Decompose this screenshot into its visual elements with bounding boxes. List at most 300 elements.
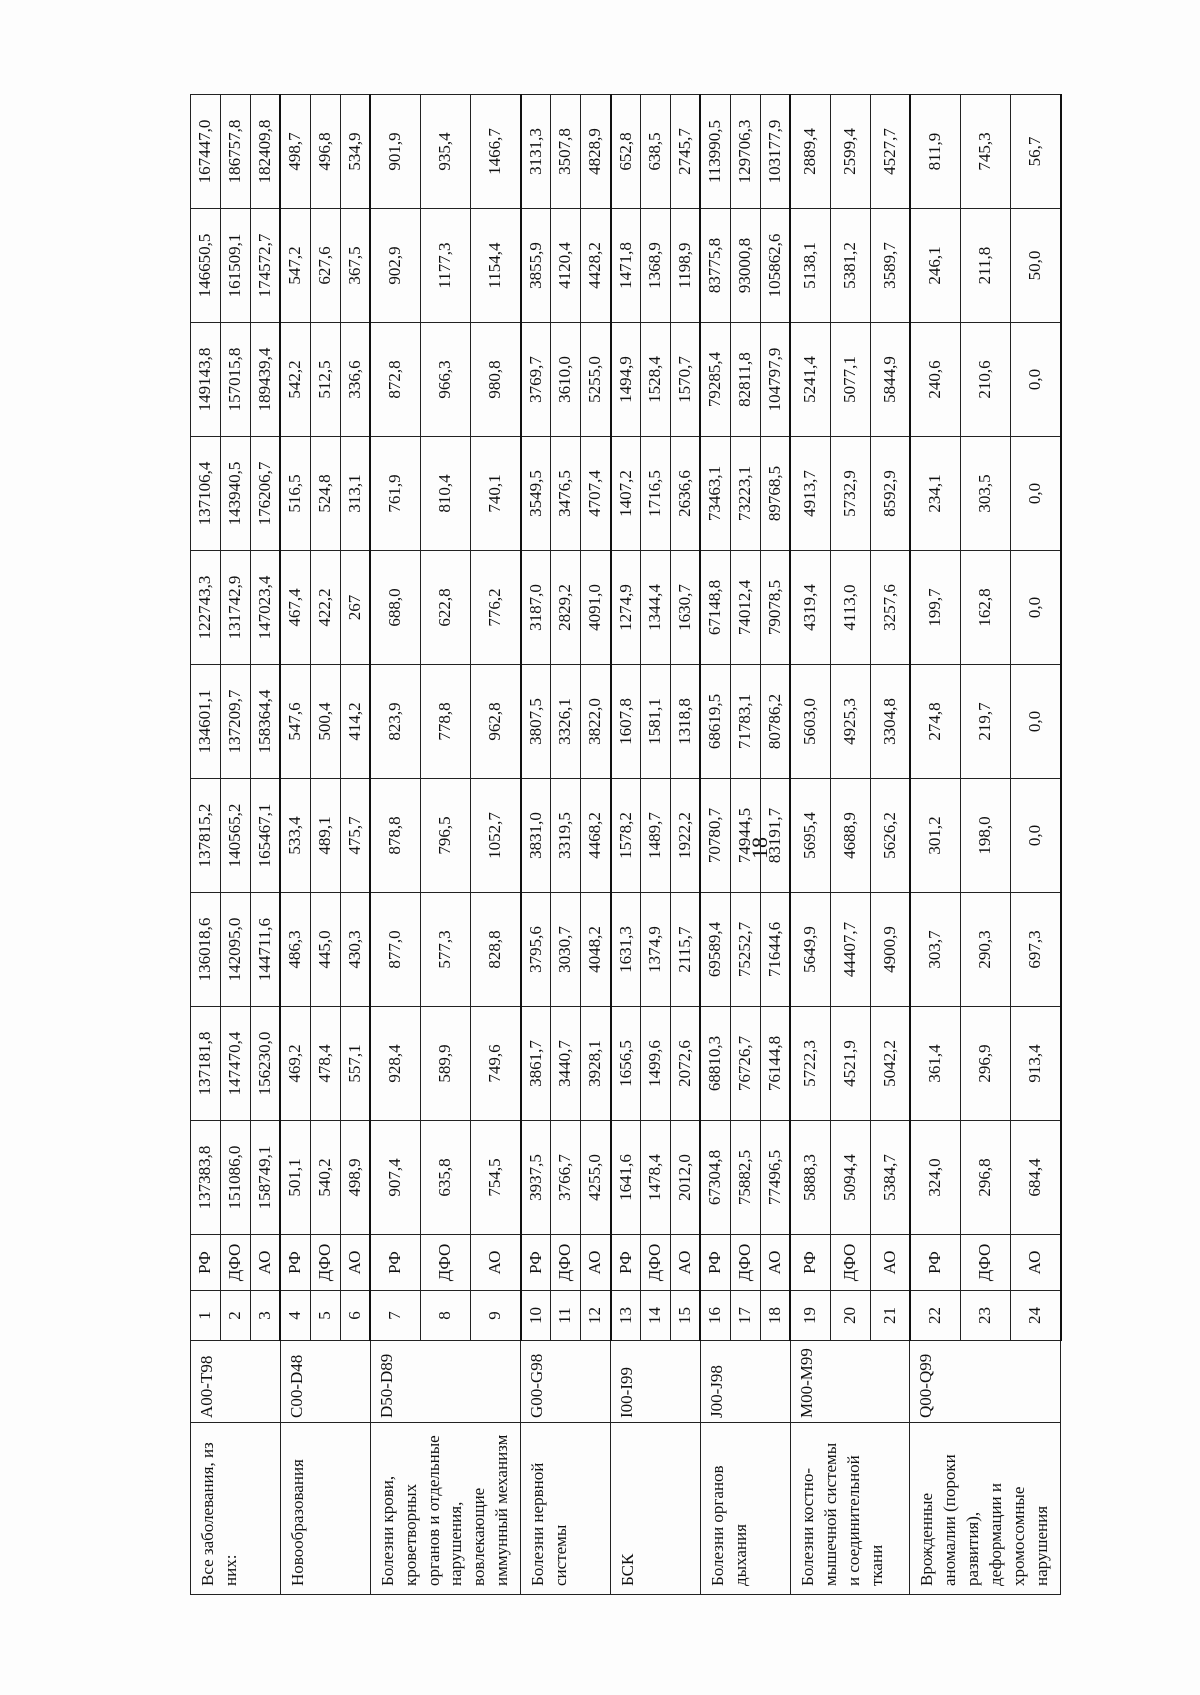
value-cell: 129706,3: [730, 95, 760, 209]
value-cell: 105862,6: [760, 209, 790, 323]
value-cell: 486,3: [280, 893, 310, 1007]
value-cell: 79285,4: [700, 323, 730, 437]
value-cell: 3855,9: [521, 209, 551, 323]
value-cell: 5077,1: [830, 323, 870, 437]
value-cell: 71783,1: [730, 665, 760, 779]
value-cell: 134601,1: [191, 665, 221, 779]
value-cell: 68810,3: [700, 1007, 730, 1121]
region-cell: АО: [250, 1235, 280, 1291]
value-cell: 44407,7: [830, 893, 870, 1007]
value-cell: 475,7: [340, 779, 370, 893]
value-cell: 2115,7: [670, 893, 700, 1007]
value-cell: 142095,0: [220, 893, 250, 1007]
value-cell: 1407,2: [611, 437, 641, 551]
region-cell: ДФО: [730, 1235, 760, 1291]
value-cell: 1177,3: [420, 209, 470, 323]
value-cell: 534,9: [340, 95, 370, 209]
value-cell: 4091,0: [581, 551, 611, 665]
value-cell: 158364,4: [250, 665, 280, 779]
value-cell: 1494,9: [611, 323, 641, 437]
value-cell: 5722,3: [790, 1007, 830, 1121]
value-cell: 151086,0: [220, 1121, 250, 1235]
value-cell: 161509,1: [220, 209, 250, 323]
table-row: [370, 95, 420, 1595]
value-cell: 131742,9: [220, 551, 250, 665]
value-cell: 5381,2: [830, 209, 870, 323]
value-cell: 872,8: [370, 323, 420, 437]
region-cell: АО: [670, 1235, 700, 1291]
value-cell: 5603,0: [790, 665, 830, 779]
value-cell: 1716,5: [641, 437, 671, 551]
value-cell: 74944,5: [730, 779, 760, 893]
disease-group: [370, 95, 521, 1595]
value-cell: 77496,5: [760, 1121, 790, 1235]
disease-group: [191, 95, 281, 1595]
value-cell: 1466,7: [471, 95, 521, 209]
value-cell: 1471,8: [611, 209, 641, 323]
disease-name-cell: Болезни органов дыхания: [700, 1423, 790, 1595]
value-cell: 67148,8: [700, 551, 730, 665]
value-cell: 1631,3: [611, 893, 641, 1007]
value-cell: 3304,8: [870, 665, 910, 779]
row-number-cell: 16: [700, 1291, 730, 1341]
value-cell: 1630,7: [670, 551, 700, 665]
region-cell: ДФО: [830, 1235, 870, 1291]
value-cell: 0,0: [1010, 323, 1060, 437]
value-cell: 500,4: [310, 665, 340, 779]
value-cell: 75252,7: [730, 893, 760, 1007]
value-cell: 211,8: [960, 209, 1010, 323]
value-cell: 778,8: [420, 665, 470, 779]
value-cell: 1198,9: [670, 209, 700, 323]
region-cell: ДФО: [551, 1235, 581, 1291]
value-cell: 901,9: [370, 95, 420, 209]
value-cell: 907,4: [370, 1121, 420, 1235]
region-cell: РФ: [191, 1235, 221, 1291]
value-cell: 745,3: [960, 95, 1010, 209]
row-number-cell: 1: [191, 1291, 221, 1341]
icd-code-cell: C00-D48: [280, 1341, 370, 1423]
value-cell: 267: [340, 551, 370, 665]
value-cell: 498,7: [280, 95, 310, 209]
value-cell: 80786,2: [760, 665, 790, 779]
table-row: [700, 95, 730, 1595]
value-cell: 4521,9: [830, 1007, 870, 1121]
value-cell: 902,9: [370, 209, 420, 323]
table-row: [790, 95, 830, 1595]
region-cell: ДФО: [960, 1235, 1010, 1291]
value-cell: 1318,8: [670, 665, 700, 779]
value-cell: 2829,2: [551, 551, 581, 665]
disease-group: [611, 95, 701, 1595]
value-cell: 422,2: [310, 551, 340, 665]
value-cell: 1154,4: [471, 209, 521, 323]
value-cell: 547,6: [280, 665, 310, 779]
value-cell: 174572,7: [250, 209, 280, 323]
value-cell: 688,0: [370, 551, 420, 665]
region-cell: РФ: [370, 1235, 420, 1291]
region-cell: АО: [760, 1235, 790, 1291]
row-number-cell: 3: [250, 1291, 280, 1341]
value-cell: 810,4: [420, 437, 470, 551]
value-cell: 186757,8: [220, 95, 250, 209]
region-cell: ДФО: [310, 1235, 340, 1291]
region-cell: АО: [340, 1235, 370, 1291]
row-number-cell: 13: [611, 1291, 641, 1341]
value-cell: 3131,3: [521, 95, 551, 209]
value-cell: 0,0: [1010, 437, 1060, 551]
value-cell: 445,0: [310, 893, 340, 1007]
value-cell: 104797,9: [760, 323, 790, 437]
value-cell: 489,1: [310, 779, 340, 893]
value-cell: 828,8: [471, 893, 521, 1007]
disease-group: [280, 95, 370, 1595]
value-cell: 4319,4: [790, 551, 830, 665]
value-cell: 5732,9: [830, 437, 870, 551]
value-cell: 589,9: [420, 1007, 470, 1121]
value-cell: 5626,2: [870, 779, 910, 893]
statistics-table: [190, 94, 1062, 1595]
disease-group: [790, 95, 910, 1595]
rotated-table-container: [190, 95, 1060, 1595]
row-number-cell: 15: [670, 1291, 700, 1341]
value-cell: 1374,9: [641, 893, 671, 1007]
row-number-cell: 18: [760, 1291, 790, 1341]
disease-name-cell: БСК: [611, 1423, 701, 1595]
value-cell: 198,0: [960, 779, 1010, 893]
row-number-cell: 5: [310, 1291, 340, 1341]
value-cell: 524,8: [310, 437, 340, 551]
value-cell: 313,1: [340, 437, 370, 551]
disease-group: [910, 95, 1061, 1595]
value-cell: 2072,6: [670, 1007, 700, 1121]
value-cell: 4913,7: [790, 437, 830, 551]
value-cell: 638,5: [641, 95, 671, 209]
value-cell: 414,2: [340, 665, 370, 779]
value-cell: 4048,2: [581, 893, 611, 1007]
value-cell: 56,7: [1010, 95, 1060, 209]
value-cell: 540,2: [310, 1121, 340, 1235]
icd-code-cell: I00-I99: [611, 1341, 701, 1423]
value-cell: 165467,1: [250, 779, 280, 893]
table-row: [910, 95, 960, 1595]
value-cell: 749,6: [471, 1007, 521, 1121]
region-cell: ДФО: [220, 1235, 250, 1291]
row-number-cell: 9: [471, 1291, 521, 1341]
table-row: [191, 95, 221, 1595]
row-number-cell: 14: [641, 1291, 671, 1341]
value-cell: 122743,3: [191, 551, 221, 665]
value-cell: 167447,0: [191, 95, 221, 209]
value-cell: 980,8: [471, 323, 521, 437]
value-cell: 635,8: [420, 1121, 470, 1235]
value-cell: 684,4: [1010, 1121, 1060, 1235]
table-row: [611, 95, 641, 1595]
region-cell: РФ: [910, 1235, 960, 1291]
value-cell: 73223,1: [730, 437, 760, 551]
value-cell: 68619,5: [700, 665, 730, 779]
value-cell: 82811,8: [730, 323, 760, 437]
region-cell: АО: [870, 1235, 910, 1291]
value-cell: 157015,8: [220, 323, 250, 437]
value-cell: 140565,2: [220, 779, 250, 893]
value-cell: 5138,1: [790, 209, 830, 323]
value-cell: 4707,4: [581, 437, 611, 551]
value-cell: 557,1: [340, 1007, 370, 1121]
value-cell: 2636,6: [670, 437, 700, 551]
value-cell: 1274,9: [611, 551, 641, 665]
disease-name-cell: Болезни крови, кроветворных органов и отдельные нарушения, вовлекающие иммунный механизм: [370, 1423, 521, 1595]
value-cell: 962,8: [471, 665, 521, 779]
value-cell: 512,5: [310, 323, 340, 437]
row-number-cell: 22: [910, 1291, 960, 1341]
value-cell: 246,1: [910, 209, 960, 323]
value-cell: 301,2: [910, 779, 960, 893]
value-cell: 199,7: [910, 551, 960, 665]
value-cell: 1578,2: [611, 779, 641, 893]
value-cell: 137209,7: [220, 665, 250, 779]
value-cell: 5255,0: [581, 323, 611, 437]
value-cell: 4255,0: [581, 1121, 611, 1235]
row-number-cell: 12: [581, 1291, 611, 1341]
region-cell: АО: [471, 1235, 521, 1291]
icd-code-cell: J00-J98: [700, 1341, 790, 1423]
value-cell: 219,7: [960, 665, 1010, 779]
disease-name-cell: Все заболевания, из них:: [191, 1423, 281, 1595]
value-cell: 234,1: [910, 437, 960, 551]
value-cell: 1478,4: [641, 1121, 671, 1235]
value-cell: 76144,8: [760, 1007, 790, 1121]
region-cell: АО: [581, 1235, 611, 1291]
value-cell: 542,2: [280, 323, 310, 437]
disease-name-cell: Врожденные аномалии (пороки развития), деформации и хромосомные нарушения: [910, 1423, 1061, 1595]
value-cell: 4900,9: [870, 893, 910, 1007]
value-cell: 478,4: [310, 1007, 340, 1121]
value-cell: 93000,8: [730, 209, 760, 323]
value-cell: 935,4: [420, 95, 470, 209]
value-cell: 811,9: [910, 95, 960, 209]
value-cell: 928,4: [370, 1007, 420, 1121]
value-cell: 796,5: [420, 779, 470, 893]
value-cell: 516,5: [280, 437, 310, 551]
value-cell: 136018,6: [191, 893, 221, 1007]
value-cell: 5094,4: [830, 1121, 870, 1235]
value-cell: 74012,4: [730, 551, 760, 665]
row-number-cell: 8: [420, 1291, 470, 1341]
disease-name-cell: Новообразования: [280, 1423, 370, 1595]
region-cell: РФ: [521, 1235, 551, 1291]
value-cell: 89768,5: [760, 437, 790, 551]
row-number-cell: 23: [960, 1291, 1010, 1341]
value-cell: 0,0: [1010, 665, 1060, 779]
value-cell: 877,0: [370, 893, 420, 1007]
value-cell: 1656,5: [611, 1007, 641, 1121]
value-cell: 113990,5: [700, 95, 730, 209]
region-cell: РФ: [790, 1235, 830, 1291]
region-cell: ДФО: [420, 1235, 470, 1291]
page-number: 18: [747, 837, 772, 859]
value-cell: 210,6: [960, 323, 1010, 437]
value-cell: 469,2: [280, 1007, 310, 1121]
region-cell: РФ: [700, 1235, 730, 1291]
value-cell: 4688,9: [830, 779, 870, 893]
value-cell: 1344,4: [641, 551, 671, 665]
value-cell: 3476,5: [551, 437, 581, 551]
icd-code-cell: D50-D89: [370, 1341, 521, 1423]
value-cell: 3440,7: [551, 1007, 581, 1121]
value-cell: 577,3: [420, 893, 470, 1007]
value-cell: 5649,9: [790, 893, 830, 1007]
value-cell: 146650,5: [191, 209, 221, 323]
disease-name-cell: Болезни костно-мышечной системы и соединительной ткани: [790, 1423, 910, 1595]
value-cell: 137106,4: [191, 437, 221, 551]
row-number-cell: 21: [870, 1291, 910, 1341]
value-cell: 336,6: [340, 323, 370, 437]
value-cell: 149143,8: [191, 323, 221, 437]
value-cell: 137181,8: [191, 1007, 221, 1121]
value-cell: 878,8: [370, 779, 420, 893]
value-cell: 1489,7: [641, 779, 671, 893]
value-cell: 627,6: [310, 209, 340, 323]
value-cell: 5241,4: [790, 323, 830, 437]
value-cell: 533,4: [280, 779, 310, 893]
value-cell: 303,7: [910, 893, 960, 1007]
value-cell: 367,5: [340, 209, 370, 323]
value-cell: 0,0: [1010, 551, 1060, 665]
value-cell: 4828,9: [581, 95, 611, 209]
value-cell: 740,1: [471, 437, 521, 551]
value-cell: 1499,6: [641, 1007, 671, 1121]
value-cell: 290,3: [960, 893, 1010, 1007]
value-cell: 5042,2: [870, 1007, 910, 1121]
value-cell: 189439,4: [250, 323, 280, 437]
value-cell: 147023,4: [250, 551, 280, 665]
value-cell: 776,2: [471, 551, 521, 665]
icd-code-cell: A00-T98: [191, 1341, 281, 1423]
value-cell: 137383,8: [191, 1121, 221, 1235]
value-cell: 5695,4: [790, 779, 830, 893]
value-cell: 622,8: [420, 551, 470, 665]
value-cell: 3831,0: [521, 779, 551, 893]
value-cell: 182409,8: [250, 95, 280, 209]
table-row: [521, 95, 551, 1595]
row-number-cell: 24: [1010, 1291, 1060, 1341]
value-cell: 76726,7: [730, 1007, 760, 1121]
value-cell: 1581,1: [641, 665, 671, 779]
value-cell: 3928,1: [581, 1007, 611, 1121]
value-cell: 144711,6: [250, 893, 280, 1007]
value-cell: 4428,2: [581, 209, 611, 323]
value-cell: 75882,5: [730, 1121, 760, 1235]
value-cell: 4527,7: [870, 95, 910, 209]
value-cell: 4468,2: [581, 779, 611, 893]
value-cell: 79078,5: [760, 551, 790, 665]
value-cell: 143940,5: [220, 437, 250, 551]
value-cell: 303,5: [960, 437, 1010, 551]
value-cell: 83191,7: [760, 779, 790, 893]
table-row: [280, 95, 310, 1595]
value-cell: 3030,7: [551, 893, 581, 1007]
value-cell: 147470,4: [220, 1007, 250, 1121]
value-cell: 1922,2: [670, 779, 700, 893]
value-cell: 496,8: [310, 95, 340, 209]
value-cell: 5844,9: [870, 323, 910, 437]
value-cell: 176206,7: [250, 437, 280, 551]
value-cell: 2889,4: [790, 95, 830, 209]
value-cell: 158749,1: [250, 1121, 280, 1235]
value-cell: 2012,0: [670, 1121, 700, 1235]
value-cell: 3187,0: [521, 551, 551, 665]
value-cell: 3795,6: [521, 893, 551, 1007]
value-cell: 1641,6: [611, 1121, 641, 1235]
row-number-cell: 2: [220, 1291, 250, 1341]
value-cell: 3589,7: [870, 209, 910, 323]
value-cell: 137815,2: [191, 779, 221, 893]
value-cell: 1570,7: [670, 323, 700, 437]
value-cell: 3507,8: [551, 95, 581, 209]
value-cell: 3610,0: [551, 323, 581, 437]
value-cell: 3766,7: [551, 1121, 581, 1235]
value-cell: 2599,4: [830, 95, 870, 209]
value-cell: 4113,0: [830, 551, 870, 665]
row-number-cell: 17: [730, 1291, 760, 1341]
value-cell: 5384,7: [870, 1121, 910, 1235]
value-cell: 1052,7: [471, 779, 521, 893]
value-cell: 966,3: [420, 323, 470, 437]
disease-group: [521, 95, 611, 1595]
value-cell: 67304,8: [700, 1121, 730, 1235]
value-cell: 324,0: [910, 1121, 960, 1235]
region-cell: АО: [1010, 1235, 1060, 1291]
value-cell: 1528,4: [641, 323, 671, 437]
disease-name-cell: Болезни нервной системы: [521, 1423, 611, 1595]
value-cell: 274,8: [910, 665, 960, 779]
row-number-cell: 6: [340, 1291, 370, 1341]
value-cell: 50,0: [1010, 209, 1060, 323]
disease-group: [700, 95, 790, 1595]
value-cell: 3807,5: [521, 665, 551, 779]
value-cell: 652,8: [611, 95, 641, 209]
value-cell: 3319,5: [551, 779, 581, 893]
value-cell: 3822,0: [581, 665, 611, 779]
icd-code-cell: G00-G98: [521, 1341, 611, 1423]
row-number-cell: 4: [280, 1291, 310, 1341]
value-cell: 83775,8: [700, 209, 730, 323]
value-cell: 913,4: [1010, 1007, 1060, 1121]
value-cell: 754,5: [471, 1121, 521, 1235]
value-cell: 501,1: [280, 1121, 310, 1235]
value-cell: 3326,1: [551, 665, 581, 779]
value-cell: 73463,1: [700, 437, 730, 551]
value-cell: 3549,5: [521, 437, 551, 551]
value-cell: 467,4: [280, 551, 310, 665]
row-number-cell: 11: [551, 1291, 581, 1341]
row-number-cell: 10: [521, 1291, 551, 1341]
value-cell: 3937,5: [521, 1121, 551, 1235]
row-number-cell: 20: [830, 1291, 870, 1341]
value-cell: 361,4: [910, 1007, 960, 1121]
value-cell: 162,8: [960, 551, 1010, 665]
row-number-cell: 19: [790, 1291, 830, 1341]
icd-code-cell: M00-M99: [790, 1341, 910, 1423]
region-cell: ДФО: [641, 1235, 671, 1291]
value-cell: 69589,4: [700, 893, 730, 1007]
value-cell: 296,8: [960, 1121, 1010, 1235]
value-cell: 240,6: [910, 323, 960, 437]
value-cell: 296,9: [960, 1007, 1010, 1121]
value-cell: 3861,7: [521, 1007, 551, 1121]
value-cell: 156230,0: [250, 1007, 280, 1121]
